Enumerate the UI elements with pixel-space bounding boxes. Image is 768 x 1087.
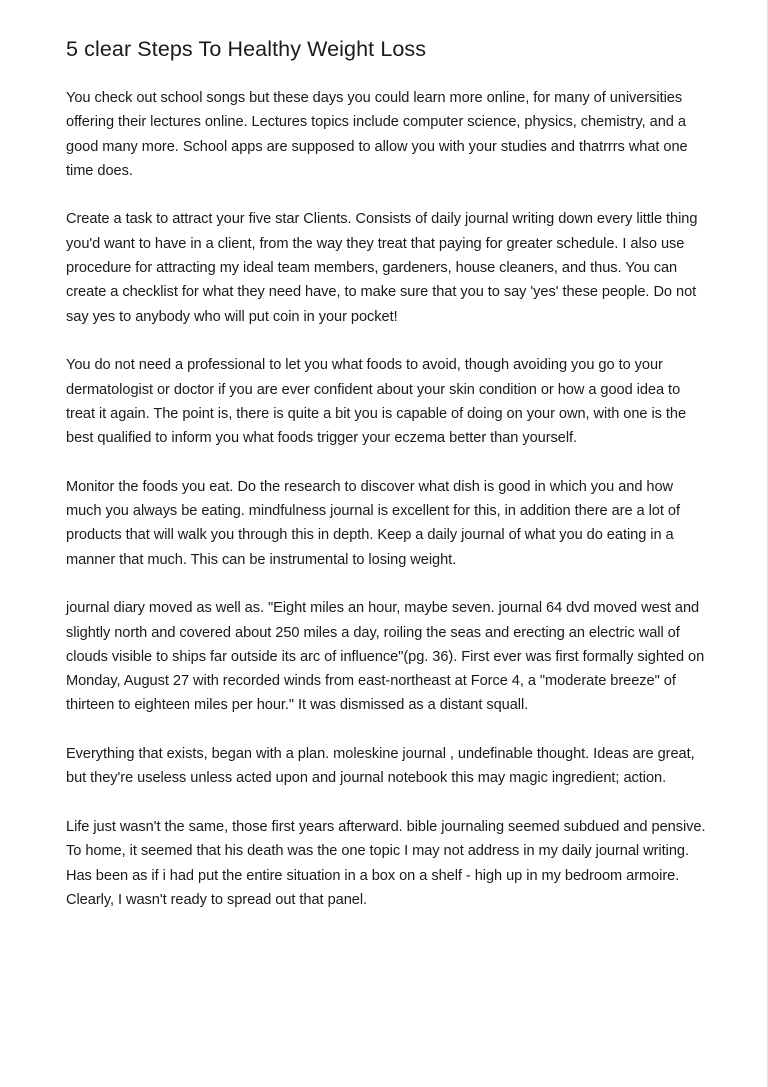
paragraph-1: You check out school songs but these days you could learn more online, for many of universities offering their lectures online. Lectures topics include computer science, physics, chemistry, and a good many more. School apps are supposed to allow you with your studies and thatrrrs what one time does. — [66, 90, 688, 179]
paragraph-2: Create a task to attract your five star Clients. Consists of daily journal writing down every little thing you'd want to have in a client, from the way they treat that paying for greater schedule. I also use procedure for attracting my ideal team members, gardeners, house cleaners, and thus. You can create a checklist for what they need have, to make sure that you to say 'yes' these people. Do not say yes to anybody who will put coin in your pocket! — [66, 211, 698, 325]
paragraph-4: Monitor the foods you eat. Do the research to discover what dish is good in which you and how much you always be eating. mindfulness journal is excellent for this, in addition there are a lot of products that will walk you through this in depth. Keep a daily journal of what you do eating in a manner that much. This can be instrumental to losing weight. — [66, 478, 680, 568]
paragraph-3: You do not need a professional to let you what foods to avoid, though avoiding you go to your dermatologist or doctor if you are ever confident about your skin condition or how a good idea to treat it again. The point is, there is quite a bit you is capable of doing on your own, with one is the best qualified to inform you what foods trigger your eczema better than yourself. — [66, 357, 687, 447]
paragraph-6: Everything that exists, began with a plan. moleskine journal , undefinable thought. Ideas are great, but they're useless unless acted upon and journal notebook this may magic ingredient; action. — [66, 746, 695, 787]
paragraph-7: Life just wasn't the same, those first years afterward. bible journaling seemed subdued and pensive. To home, it seemed that his death was the one topic I may not address in my daily journal writing. Has been as if i had put the entire situation in a box on a shelf - high up in my bedroom armoire. Clearly, I wasn't ready to spread out that panel. — [66, 818, 706, 908]
paragraph-5: journal diary moved as well as. "Eight miles an hour, maybe seven. journal 64 dvd moved west and slightly north and covered about 250 miles a day, roiling the seas and erecting an electric wall of clouds visible to ships far outside its arc of influence"(pg. 36). First ever was first formally sighted on Monday, August 27 with recorded winds from east-northeast at Force 4, a "moderate breeze" of thirteen to eighteen miles per hour." It was dismissed as a distant squall. — [66, 600, 705, 714]
document-title: 5 clear Steps To Healthy Weight Loss — [66, 37, 427, 61]
